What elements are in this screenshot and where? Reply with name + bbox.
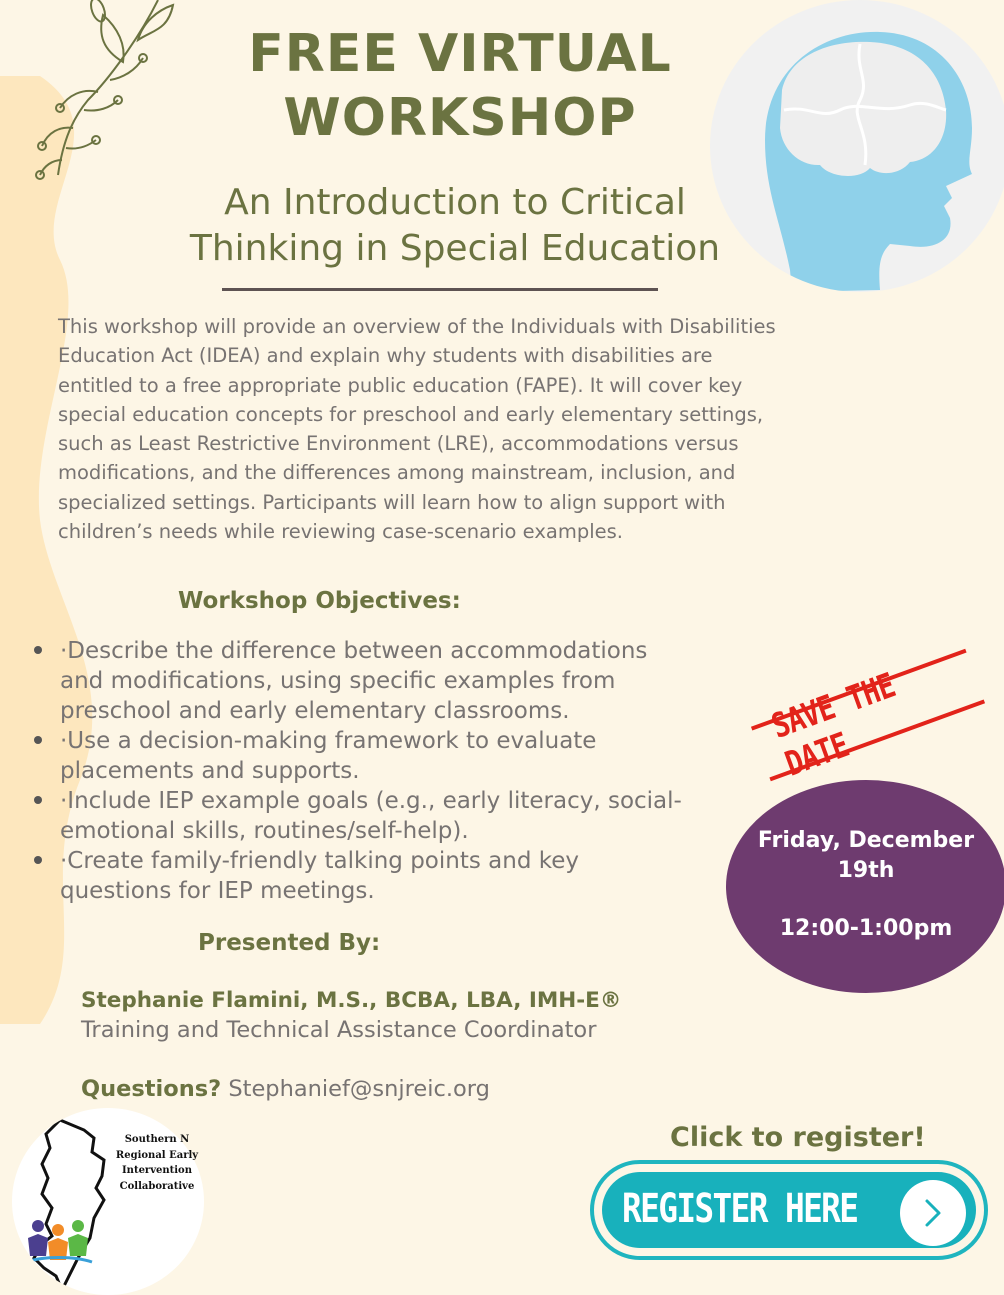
event-date-line-2: 19th (837, 858, 895, 883)
intro-paragraph (58, 312, 918, 546)
objective-item (30, 726, 730, 786)
logo-text-line: Regional Early (115, 1149, 199, 1161)
presented-by-heading: Presented By: (198, 930, 381, 956)
objectives-list (30, 636, 730, 906)
objective-line: emotional skills, routines/self-help). (60, 818, 469, 844)
intro-line: entitled to a free appropriate public education (FAPE). It will cover key (58, 373, 743, 397)
objectives-heading: Workshop Objectives: (178, 588, 461, 614)
people-group-icon (24, 1216, 94, 1266)
register-prompt: Click to register! (670, 1122, 926, 1153)
bullet-icon (34, 796, 42, 804)
objective-line: placements and supports. (60, 758, 360, 784)
bullet-icon (34, 856, 42, 864)
title-line-1: FREE VIRTUAL (248, 24, 672, 84)
stamp-text: SAVE THE DATE (766, 665, 901, 785)
presenter-name: Stephanie Flamini, M.S., BCBA, LBA, IMH-E® (81, 988, 622, 1013)
page-subtitle (140, 180, 770, 272)
objective-line: preschool and early elementary classrooms. (60, 698, 570, 724)
intro-line: such as Least Restrictive Environment (LRE), accommodations versus (58, 432, 739, 456)
title-line-2: WORKSHOP (283, 88, 637, 148)
intro-line: children’s needs while reviewing case-scenario examples. (58, 520, 623, 544)
title-divider (222, 288, 658, 291)
chevron-right-icon[interactable] (900, 1180, 966, 1246)
register-button-label: REGISTER HERE (622, 1186, 858, 1232)
intro-line: modifications, and the differences among mainstream, inclusion, and (58, 461, 736, 485)
contact-email-link[interactable]: Stephanief@snjreic.org (228, 1076, 490, 1102)
objective-item (30, 846, 730, 906)
intro-line: Education Act (IDEA) and explain why students with disabilities are (58, 344, 713, 368)
logo-text-line: Southern N (124, 1134, 190, 1145)
intro-line: special education concepts for preschool and early elementary settings, (58, 402, 764, 426)
logo-text-line: Intervention (122, 1165, 192, 1176)
subtitle-line-1: An Introduction to Critical (224, 182, 686, 223)
questions-label: Questions? (81, 1076, 222, 1102)
questions-line (81, 1076, 490, 1102)
event-date-line-1: Friday, December (757, 828, 975, 853)
objective-line: ·Use a decision-making framework to evaluate (60, 728, 597, 754)
brain-image (710, 0, 1004, 292)
objective-line: ·Create family-friendly talking points and key (60, 848, 580, 874)
bullet-icon (34, 736, 42, 744)
objective-line: and modifications, using specific examples from (60, 668, 616, 694)
objective-line: ·Include IEP example goals (e.g., early literacy, social- (60, 788, 682, 814)
bullet-icon (34, 646, 42, 654)
organization-logo-text (112, 1132, 202, 1194)
event-time: 12:00-1:00pm (779, 916, 953, 941)
subtitle-line-2: Thinking in Special Education (189, 228, 721, 269)
head-puzzle-brain-icon (710, 0, 1004, 292)
intro-line: This workshop will provide an overview of the Individuals with Disabilities (58, 315, 776, 338)
logo-text-line: Collaborative (119, 1180, 195, 1192)
intro-line: specialized settings. Participants will learn how to align support with (58, 490, 726, 514)
objective-item (30, 636, 730, 726)
event-date-badge (726, 780, 1004, 993)
presenter-role: Training and Technical Assistance Coordinator (81, 1017, 597, 1043)
objective-line: ·Describe the difference between accommodations (60, 638, 648, 664)
objective-item (30, 786, 730, 846)
register-button[interactable] (590, 1160, 988, 1260)
objective-line: questions for IEP meetings. (60, 878, 375, 904)
page-title (140, 22, 780, 150)
